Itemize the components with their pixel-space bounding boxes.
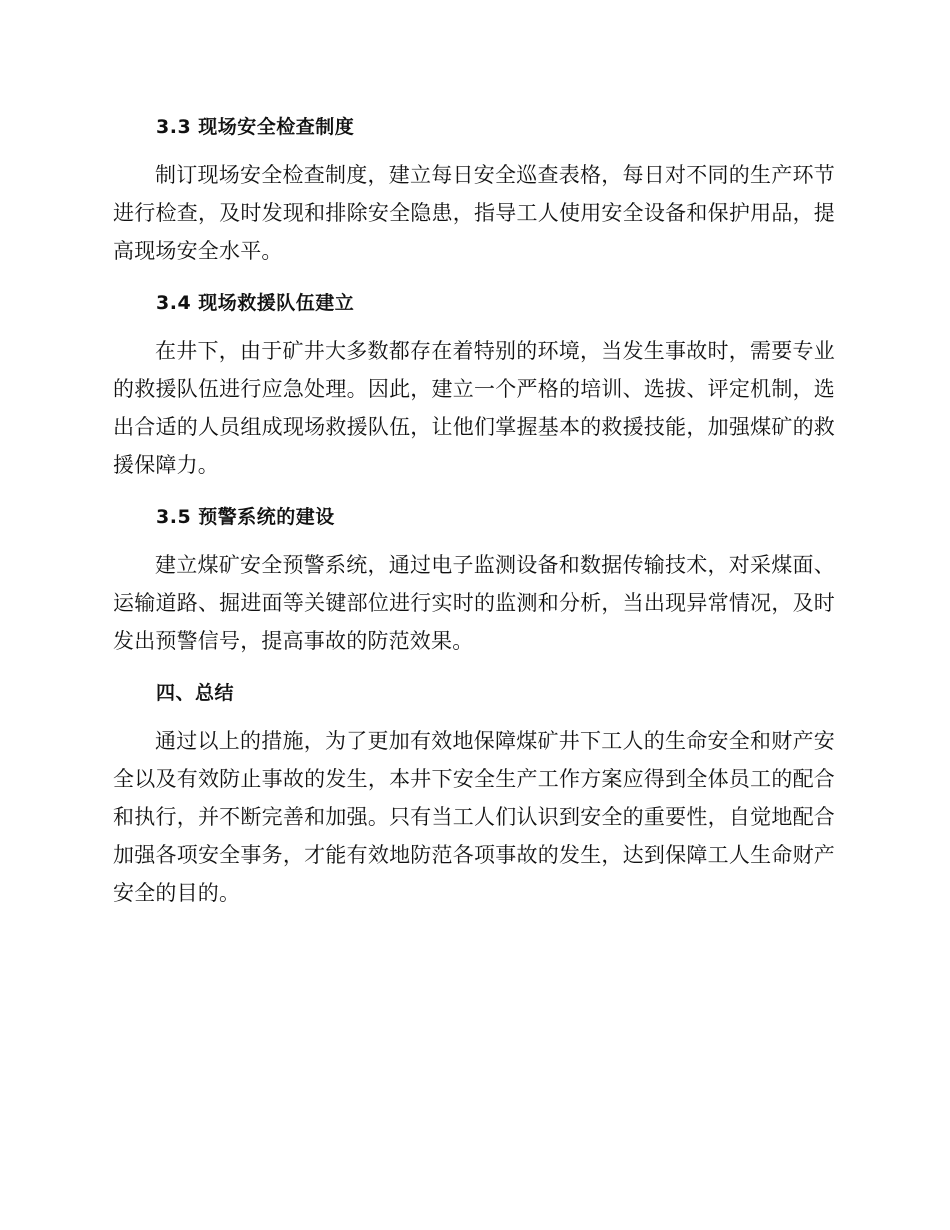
section-heading-3-3: 3.3 现场安全检查制度 (156, 116, 355, 138)
section-body-3-3: 制订现场安全检查制度，建立每日安全巡查表格，每日对不同的生产环节进行检查，及时发现和排除安全隐患，指导工人使用安全设备和保护用品，提高现场安全水平。 (113, 163, 835, 263)
section-body-summary: 通过以上的措施，为了更加有效地保障煤矿井下工人的生命安全和财产安全以及有效防止事故的发生，本井下安全生产工作方案应得到全体员工的配合和执行，并不断完善和加强。只有当工人们认识到安全的重要性，自觉地配合加强各项安全事务，才能有效地防范各项事故的发生，达到保障工人生命财产安全的目的。 (113, 729, 835, 905)
section-heading-3-5: 3.5 预警系统的建设 (156, 506, 335, 528)
document-content (113, 110, 835, 928)
section-body-3-4: 在井下，由于矿井大多数都存在着特别的环境，当发生事故时，需要专业的救援队伍进行应急处理。因此，建立一个严格的培训、选拔、评定机制，选出合适的人员组成现场救援队伍，让他们掌握基本的救援技能，加强煤矿的救援保障力。 (113, 339, 835, 477)
section-heading-summary: 四、总结 (156, 682, 235, 704)
section-body-3-5: 建立煤矿安全预警系统，通过电子监测设备和数据传输技术，对采煤面、运输道路、掘进面等关键部位进行实时的监测和分析，当出现异常情况，及时发出预警信号，提高事故的防范效果。 (113, 553, 835, 653)
section-heading-3-4: 3.4 现场救援队伍建立 (156, 292, 355, 314)
